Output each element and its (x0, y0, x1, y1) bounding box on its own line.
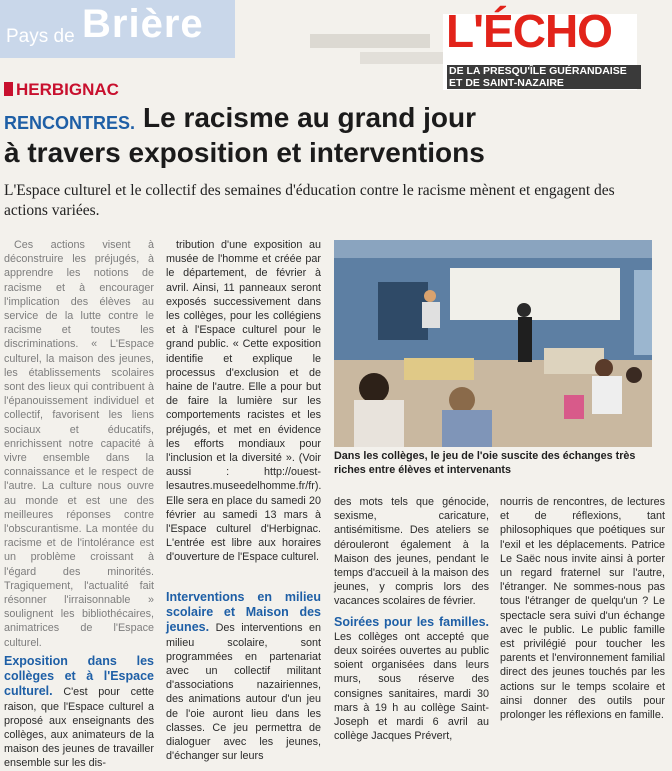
classroom-photo (334, 240, 652, 447)
column-2-text: tribution d'une exposition au musée de l'homme et créée par le département, de février à avril. Ainsi, 11 panneaux seront exposés successivement dans les collèges, pour les collégiens et à l'Espace culturel pour le grand public. « Cette exposition identifie et explique le processus d'exclusion et de haine de l'autre. Elle a pour but de faire la lumière sur les comportements racistes et les préjugés, et met en évidence les efforts mondiaux pour l'inclusion et la diversité ». (Voir aussi : http://ouest-lesautres.museedelhomme.fr/fr). Elle sera en place du samedi 20 février au samedi 13 mars à l'Espace culturel d'Herbignac. L'entrée est libre aux horaires d'ouverture de l'Espace culturel. (166, 239, 322, 564)
column-2-sub-para (166, 590, 321, 763)
column-1 (4, 238, 155, 770)
classroom-illustration (334, 240, 652, 447)
section-label (4, 80, 119, 100)
subhead-exposition: Exposition dans les collèges et à l'Espace culturel. (4, 653, 154, 699)
column-2-end-text: Des interventions en milieu scolaire, sont programmées en partenariat avec un collectif militant d'associations nazairiennes, des animations autour d'un jeu de l'oie auront lieu dans les classes. Ce jeu permettra de dialoguer avec les jeunes, d'échanger sur leurs (166, 622, 321, 763)
masthead-briere: Brière (82, 2, 204, 46)
column-1-sub-para (4, 654, 154, 771)
headline-line-2: à travers exposition et interventions (4, 137, 485, 168)
column-3-text: des mots tels que génocide, sexisme, caricature, antisémitisme. Des ateliers se dérouleront également à la Maison des jeunes, pendant le temps d'accueil à la maison des jeunes, y compris lors des vacances scolaires de février. (334, 496, 489, 608)
column-2-bottom (166, 590, 321, 763)
column-2 (166, 238, 321, 583)
column-3 (334, 495, 489, 753)
photo-caption: Dans les collèges, le jeu de l'oie suscite des échanges très riches entre élèves et intervenants (334, 450, 636, 476)
column-1-text: Ces actions visent à déconstruire les préjugés, à apprendre les notions de racisme et à encourager l'implication des élèves au service de la lutte contre le racisme et toutes les discriminations. « L'Espace culturel, la maison des jeunes, les établissements scolaires sont des lieux qui contribuent à l'épanouissement individuel et collectif, favorisent les liens sociaux et éducatifs, enrichissent notre capacité à vivre ensemble dans la connaissance et le respect de l'autre. La culture nous ouvre au monde et est une des meilleures réponses contre l'obscurantisme. La montée du racisme et de l'intolérance est un problème croissant à l'égard des minorités. Tragiquement, l'actualité fait résonner l'irraisonnable » soulignent les bibliothécaires, animatrices de l'Espace culturel. (4, 239, 154, 649)
headline-line-1: Le racisme au grand jour (143, 102, 476, 133)
echo-logo-brand: L'ÉCHO (446, 5, 612, 57)
section-square-icon (4, 82, 13, 96)
column-4-text: nourris de rencontres, de lectures et de réflexions, tant philosophiques que poétiques sur l'exil et les déplacements. Patrice Le Saëc nous invite ainsi à porter un regard fraternel sur l'autre, l'étranger. Ne sommes-nous pas tous l'étranger de quelqu'un ? Le spectacle sera suivi d'un échange avec le public. Le public famille est privilégié pour toucher les parents et l'environnement familial direct des jeunes touchés par les actions sur le temps scolaire et ainsi donner des outils pour prolonger les réflexions en famille. (500, 496, 665, 722)
subhead-interventions: Interventions en milieu scolaire et Maison des jeunes. (166, 590, 321, 635)
subhead-soirees: Soirées pour les familles. (334, 614, 489, 629)
masthead-pays: Pays de (6, 26, 75, 47)
article-kicker: RENCONTRES. (4, 113, 136, 133)
echo-logo (443, 5, 637, 90)
column-3-end-text: Les collèges ont accepté que deux soirées ouvertes au public soient organisées dans leurs murs, sous réserve des consignes sanitaires, mardi 30 mars à 19 h au collège Saint-Joseph et mardi 6 avril au collège Jacques Prévert, (334, 630, 489, 743)
column-4 (500, 495, 665, 753)
echo-logo-subtitle: DE LA PRESQU'ÎLE GUÉRANDAISE ET DE SAINT-NAZAIRE (447, 65, 641, 89)
section-text: HERBIGNAC (16, 80, 119, 99)
article-chapo: L'Espace culturel et le collectif des semaines d'éducation contre le racisme mènent et engagent des actions variées. (4, 182, 615, 219)
column-3-sub-para (334, 615, 489, 744)
column-1-end-text: C'est pour cette raison, que l'Espace culturel a proposé aux enseignants des collèges, aux animateurs de la maison des jeunes de travailler ensemble sur les dis- (4, 686, 155, 770)
masthead-band (0, 0, 235, 58)
